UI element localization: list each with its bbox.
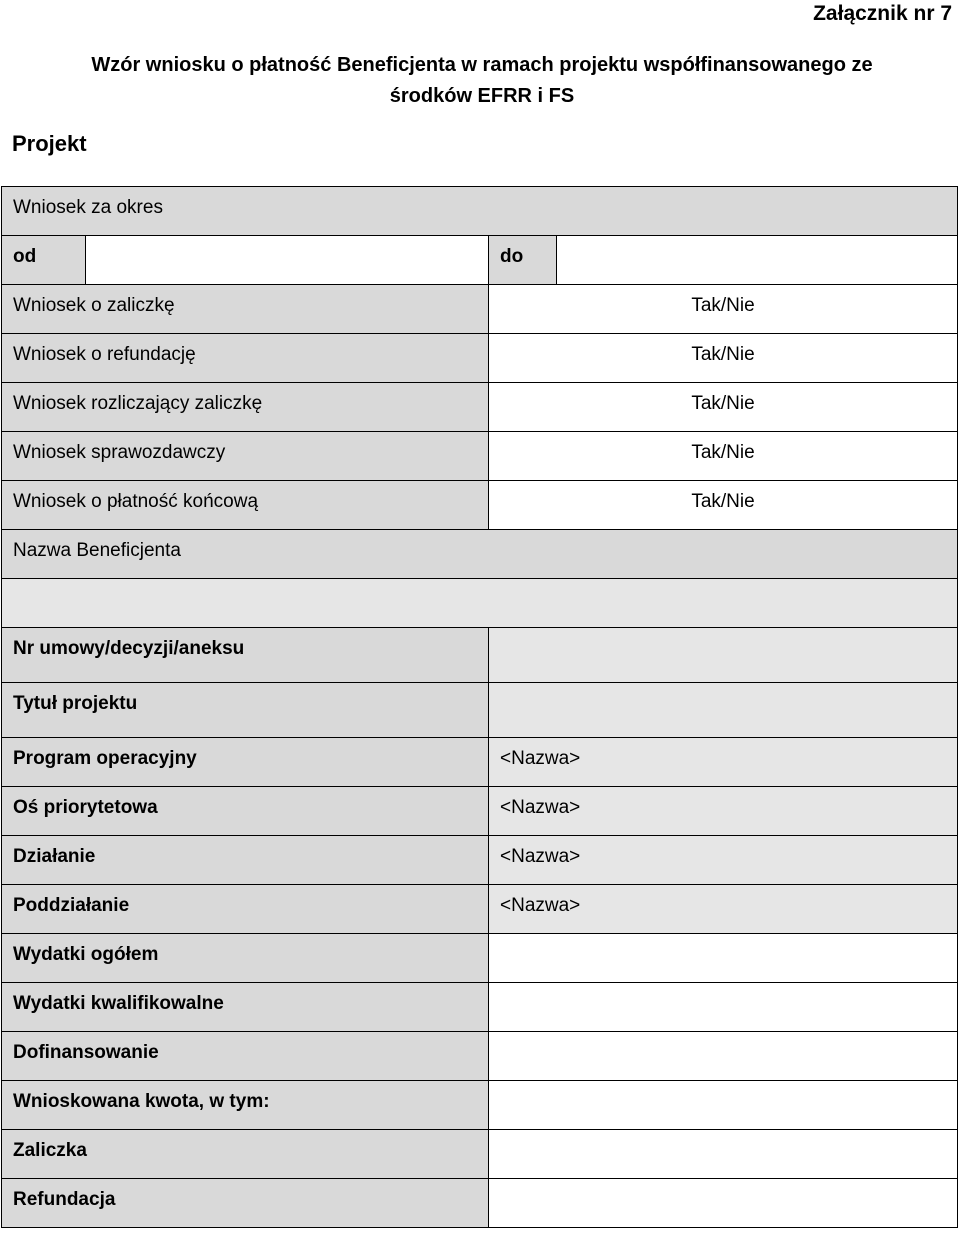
field-label: Program operacyjny [2, 738, 489, 787]
form-row [2, 983, 958, 1032]
period-header: Wniosek za okres [2, 187, 958, 236]
request-type-row [2, 334, 958, 383]
title-line-2: środków EFRR i FS [389, 85, 575, 107]
form-row [2, 1179, 958, 1228]
form-row [2, 934, 958, 983]
form-row [2, 628, 958, 683]
beneficiary-label: Nazwa Beneficjenta [2, 530, 958, 579]
form-row [2, 836, 958, 885]
field-label: Dofinansowanie [2, 1032, 489, 1081]
field-label: Wnioskowana kwota, w tym: [2, 1081, 489, 1130]
payment-request-form [1, 186, 958, 1228]
form-row [2, 683, 958, 738]
priority-axis-field[interactable]: <Nazwa> [489, 787, 958, 836]
from-label: od [2, 236, 86, 285]
request-type-label: Wniosek o refundację [2, 334, 489, 383]
title-line-1: Wzór wniosku o płatność Beneficjenta w ramach projektu współfinansowanego ze [91, 54, 873, 76]
request-type-choice[interactable]: Tak/Nie [489, 285, 958, 334]
beneficiary-name-field[interactable] [2, 579, 958, 628]
field-label: Oś priorytetowa [2, 787, 489, 836]
requested-amount-field[interactable] [489, 1081, 958, 1130]
field-label: Poddziałanie [2, 885, 489, 934]
field-label: Tytuł projektu [2, 683, 489, 738]
document-title [0, 50, 960, 112]
total-expenses-field[interactable] [489, 934, 958, 983]
request-type-choice[interactable]: Tak/Nie [489, 334, 958, 383]
request-type-choice[interactable]: Tak/Nie [489, 383, 958, 432]
refund-field[interactable] [489, 1179, 958, 1228]
form-row [2, 885, 958, 934]
from-date-field[interactable] [86, 236, 489, 285]
field-label: Zaliczka [2, 1130, 489, 1179]
section-heading: Projekt [12, 131, 87, 156]
request-type-row [2, 481, 958, 530]
request-type-choice[interactable]: Tak/Nie [489, 481, 958, 530]
field-label: Wydatki ogółem [2, 934, 489, 983]
eligible-expenses-field[interactable] [489, 983, 958, 1032]
request-type-label: Wniosek o zaliczkę [2, 285, 489, 334]
annex-label: Załącznik nr 7 [813, 2, 952, 25]
field-label: Refundacja [2, 1179, 489, 1228]
request-type-row [2, 432, 958, 481]
request-type-label: Wniosek sprawozdawczy [2, 432, 489, 481]
form-row [2, 738, 958, 787]
to-label: do [489, 236, 557, 285]
request-type-choice[interactable]: Tak/Nie [489, 432, 958, 481]
field-label: Działanie [2, 836, 489, 885]
to-date-field[interactable] [557, 236, 958, 285]
request-type-label: Wniosek o płatność końcową [2, 481, 489, 530]
field-label: Nr umowy/decyzji/aneksu [2, 628, 489, 683]
form-row [2, 787, 958, 836]
period-row [2, 236, 958, 285]
co-financing-field[interactable] [489, 1032, 958, 1081]
request-type-row [2, 285, 958, 334]
form-row [2, 1032, 958, 1081]
request-type-row [2, 383, 958, 432]
project-title-field[interactable] [489, 683, 958, 738]
submeasure-field[interactable]: <Nazwa> [489, 885, 958, 934]
form-row [2, 1081, 958, 1130]
form-row [2, 1130, 958, 1179]
measure-field[interactable]: <Nazwa> [489, 836, 958, 885]
request-type-label: Wniosek rozliczający zaliczkę [2, 383, 489, 432]
advance-field[interactable] [489, 1130, 958, 1179]
program-field[interactable]: <Nazwa> [489, 738, 958, 787]
contract-number-field[interactable] [489, 628, 958, 683]
field-label: Wydatki kwalifikowalne [2, 983, 489, 1032]
